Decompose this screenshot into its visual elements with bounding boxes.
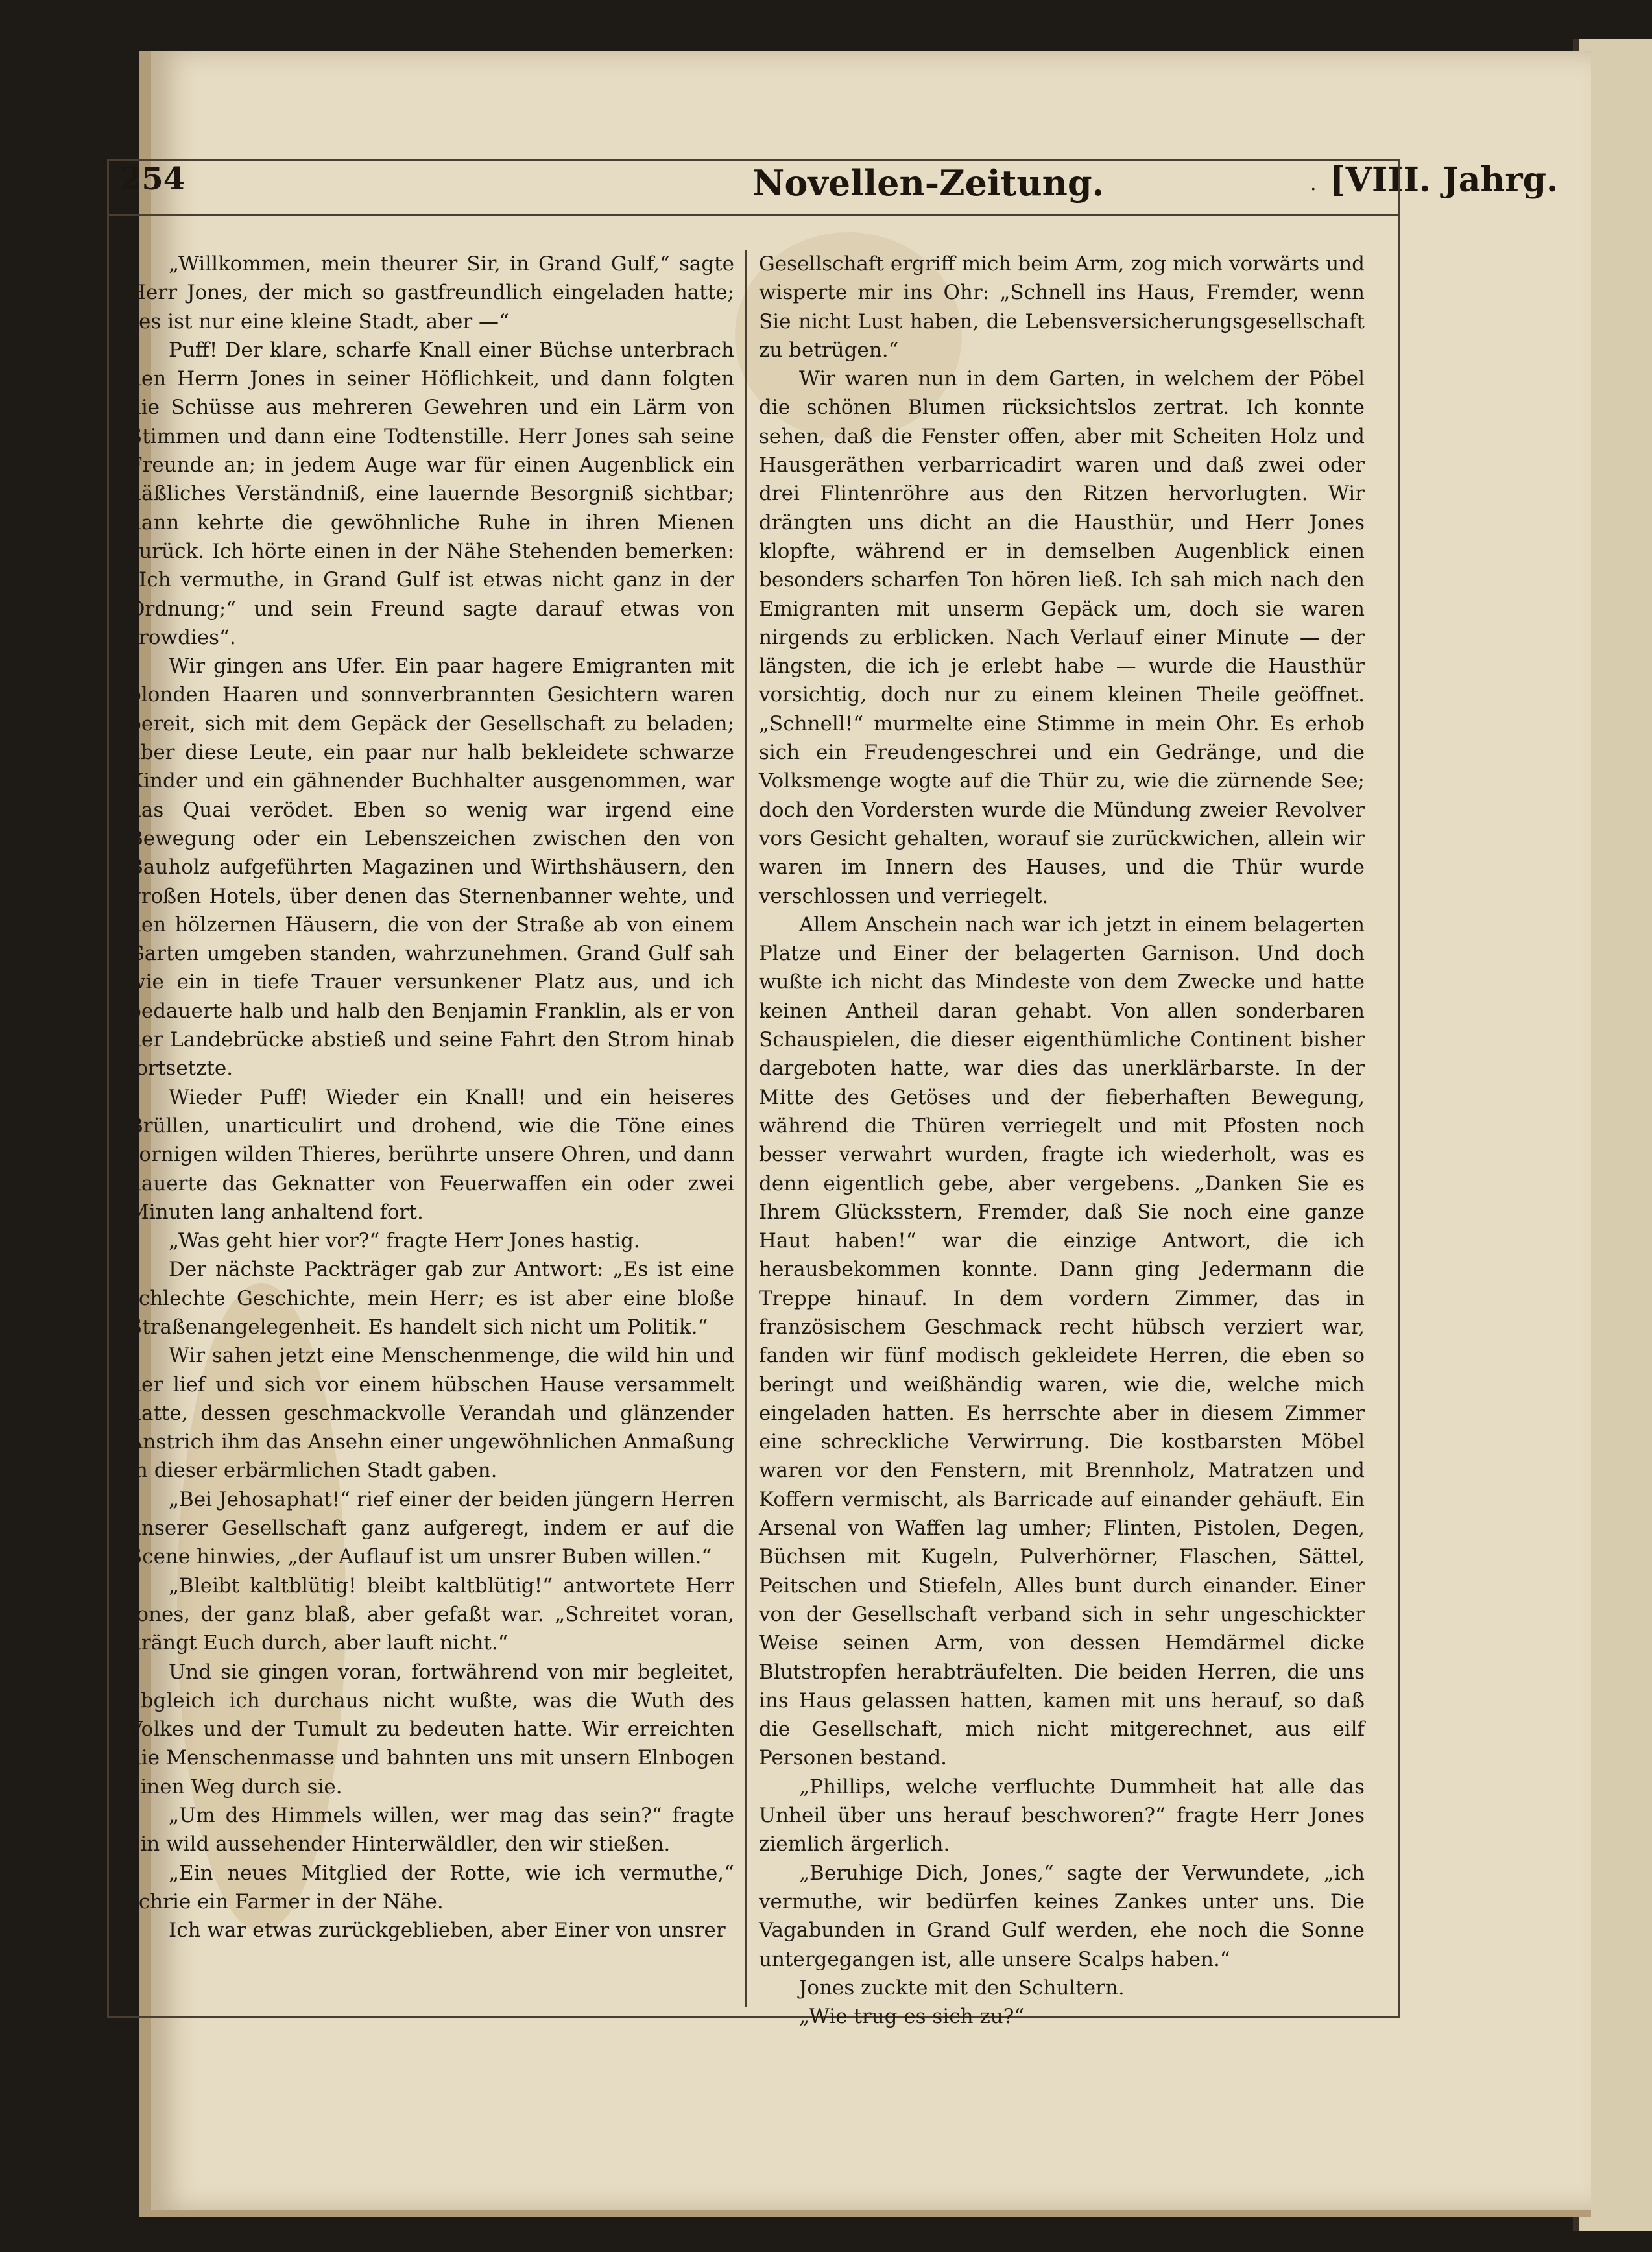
paragraph: „Beruhige Dich, Jones,“ sagte der Verwundete, „ich vermuthe, wir bedürfen keines Zankes unter uns. Die Vagabunden in Grand Gulf werden, ehe noch die Sonne untergegangen ist, alle unsere Scalps haben.“ — [759, 1861, 1365, 1971]
left-column — [128, 250, 734, 1945]
paragraph: Jones zuckte mit den Schultern. — [799, 1976, 1125, 2000]
paragraph: Puff! Der klare, scharfe Knall einer Büchse unterbrach den Herrn Jones in seiner Höflichkeit, und dann folgten die Schüsse aus mehreren Gewehren und ein Lärm von Stimmen und dann eine Todtenstille. Herr Jones sah seine Freunde an; in jedem Auge war für einen Augenblick ein häßliches Verständniß, eine lauernde Besorgniß sichtbar; dann kehrte die gewöhnliche Ruhe in ihren Mienen zurück. Ich hörte einen in der Nähe Stehenden bemerken: „Ich vermuthe, in Grand Gulf ist etwas nicht ganz in der Ordnung;“ und sein Freund sagte darauf etwas von „rowdies“. — [128, 338, 734, 649]
right-column — [759, 250, 1365, 2031]
paragraph: „Um des Himmels willen, wer mag das sein?“ fragte ein wild aussehender Hinterwäldler, den wir stießen. — [128, 1804, 734, 1856]
paragraph: „Phillips, welche verfluchte Dummheit hat alle das Unheil über uns herauf beschworen?“ fragte Herr Jones ziemlich ärgerlich. — [759, 1775, 1365, 1856]
paragraph: „Bleibt kaltblütig! bleibt kaltblütig!“ antwortete Herr Jones, der ganz blaß, aber gefaßt war. „Schreitet voran, drängt Euch durch, aber lauft nicht.“ — [128, 1574, 734, 1655]
paragraph: „Wie trug es sich zu?“ — [799, 2005, 1025, 2029]
paragraph: „Was geht hier vor?“ fragte Herr Jones hastig. — [169, 1229, 640, 1253]
journal-title: Novellen-Zeitung. — [752, 162, 1105, 204]
paragraph: Wir sahen jetzt eine Menschenmenge, die wild hin und her lief und sich vor einem hübschen Hause versammelt hatte, dessen geschmackvolle Verandah und glänzender Anstrich ihm das Ansehn einer ungewöhnlichen Anmaßung in dieser erbärmlichen Stadt gaben. — [128, 1344, 734, 1483]
page-number: 254 — [120, 161, 186, 197]
paragraph: Gesellschaft ergriff mich beim Arm, zog mich vorwärts und wisperte mir ins Ohr: „Schnell ins Haus, Fremder, wenn Sie nicht Lust haben, die Lebensversicherungsgesellschaft zu betrügen.“ — [759, 252, 1365, 362]
paragraph: Ich war etwas zurückgeblieben, aber Einer von unsrer — [169, 1919, 726, 1943]
paragraph: „Ein neues Mitglied der Rotte, wie ich vermuthe,“ schrie ein Farmer in der Nähe. — [128, 1861, 734, 1913]
paragraph: Und sie gingen voran, fortwährend von mir begleitet, obgleich ich durchaus nicht wußte, was die Wuth des Volkes und der Tumult zu bedeuten hatte. Wir erreichten die Menschenmasse und bahnten uns mit unsern Elnbogen einen Weg durch sie. — [128, 1660, 734, 1799]
paragraph: Wir waren nun in dem Garten, in welchem der Pöbel die schönen Blumen rücksichtslos zertrat. Ich konnte sehen, daß die Fenster offen, aber mit Scheiten Holz und Hausgeräthen verbarricadirt waren und daß zwei oder drei Flintenröhre aus den Ritzen hervorlugten. Wir drängten uns dicht an die Hausthür, und Herr Jones klopfte, während er in demselben Augenblick einen besonders scharfen Ton hören ließ. Ich sah mich nach den Emigranten mit unserm Gepäck um, doch sie waren nirgends zu erblicken. Nach Verlauf einer Minute — der längsten, die ich je erlebt habe — wurde die Hausthür vorsichtig, doch nur zu einem kleinen Theile geöffnet. „Schnell!“ murmelte eine Stimme in mein Ohr. Es erhob sich ein Freudengeschrei und ein Gedränge, und die Volksmenge wogte auf die Thür zu, wie die zürnende See; doch den Vordersten wurde die Mündung zweier Revolver vors Gesicht gehalten, worauf sie zurückwichen, allein wir waren im Innern des Hauses, und die Thür wurde verschlossen und verriegelt. — [759, 367, 1365, 908]
header-ornament: · — [1310, 178, 1317, 201]
paragraph: Wir gingen ans Ufer. Ein paar hagere Emigranten mit blonden Haaren und sonnverbrannten Gesichtern waren bereit, sich mit dem Gepäck der Gesellschaft zu beladen; aber diese Leute, ein paar nur halb bekleidete schwarze Kinder und ein gähnender Buchhalter ausgenommen, war das Quai verödet. Eben so wenig war irgend eine Bewegung oder ein Lebenszeichen zwischen den von Bauholz aufgeführten Magazinen und Wirthshäusern, den großen Hotels, über denen das Sternenbanner wehte, und den hölzernen Häusern, die von der Straße ab von einem Garten umgeben standen, wahrzunehmen. Grand Gulf sah wie ein in tiefe Trauer versunkener Platz aus, und ich bedauerte halb und halb den Benjamin Franklin, als er von der Landebrücke abstieß und seine Fahrt den Strom hinab fortsetzte. — [128, 654, 734, 1081]
paragraph: Allem Anschein nach war ich jetzt in einem belagerten Platze und Einer der belagerten Garnison. Und doch wußte ich nicht das Mindeste von dem Zwecke und hatte keinen Antheil daran gehabt. Von allen sonderbaren Schauspielen, die dieser eigenthümliche Continent bisher dargeboten hatte, war dies das unerklärbarste. In der Mitte des Getöses und der fieberhaften Bewegung, während die Thüren verriegelt und mit Pfosten noch besser verwahrt wurden, fragte ich wiederholt, was es denn eigentlich gebe, aber vergebens. „Danken Sie es Ihrem Glücksstern, Fremder, daß Sie noch eine ganze Haut haben!“ war die einzige Antwort, die ich herausbekommen konnte. Dann ging Jedermann die Treppe hinauf. In dem vordern Zimmer, das in französischem Geschmack recht hübsch verziert war, fanden wir fünf modisch gekleidete Herren, die eben so beringt und weißhändig waren, wie die, welche mich eingeladen hatten. Es herrschte aber in diesem Zimmer eine schreckliche Verwirrung. Die kostbarsten Möbel waren vor den Fenstern, mit Brennholz, Matratzen und Koffern vermischt, als Barricade auf einander gehäuft. Ein Arsenal von Waffen lag umher; Flinten, Pistolen, Degen, Büchsen mit Kugeln, Pulverhörner, Flaschen, Sättel, Peitschen und Stiefeln, Alles bunt durch einander. Einer von der Gesellschaft verband sich in sehr ungeschickter Weise seinen Arm, von dessen Hemdärmel dicke Blutstropfen herabträufelten. Die beiden Herren, die uns ins Haus gelassen hatten, kamen mit uns herauf, so daß die Gesellschaft, mich nicht mitgerechnet, aus eilf Personen bestand. — [759, 913, 1365, 1770]
volume-label: [VIII. Jahrg. — [1330, 160, 1559, 200]
paragraph: Wieder Puff! Wieder ein Knall! und ein heiseres Brüllen, unarticulirt und drohend, wie die Töne eines zornigen wilden Thieres, berührte unsere Ohren, und dann dauerte das Geknatter von Feuerwaffen ein oder zwei Minuten lang anhaltend fort. — [128, 1085, 734, 1224]
paragraph: „Bei Jehosaphat!“ rief einer der beiden jüngern Herren unserer Gesellschaft ganz aufgeregt, indem er auf die Scene hinwies, „der Auflauf ist um unsrer Buben willen.“ — [128, 1487, 734, 1569]
header-rule — [107, 214, 1398, 216]
paragraph: „Willkommen, mein theurer Sir, in Grand Gulf,“ sagte Herr Jones, der mich so gastfreundlich eingeladen hatte; „es ist nur eine kleine Stadt, aber —“ — [128, 252, 734, 333]
paragraph: Der nächste Packträger gab zur Antwort: „Es ist eine schlechte Geschichte, mein Herr; es ist aber eine bloße Straßenangelegenheit. Es handelt sich nicht um Politik.“ — [128, 1258, 734, 1339]
column-divider — [745, 250, 747, 2007]
